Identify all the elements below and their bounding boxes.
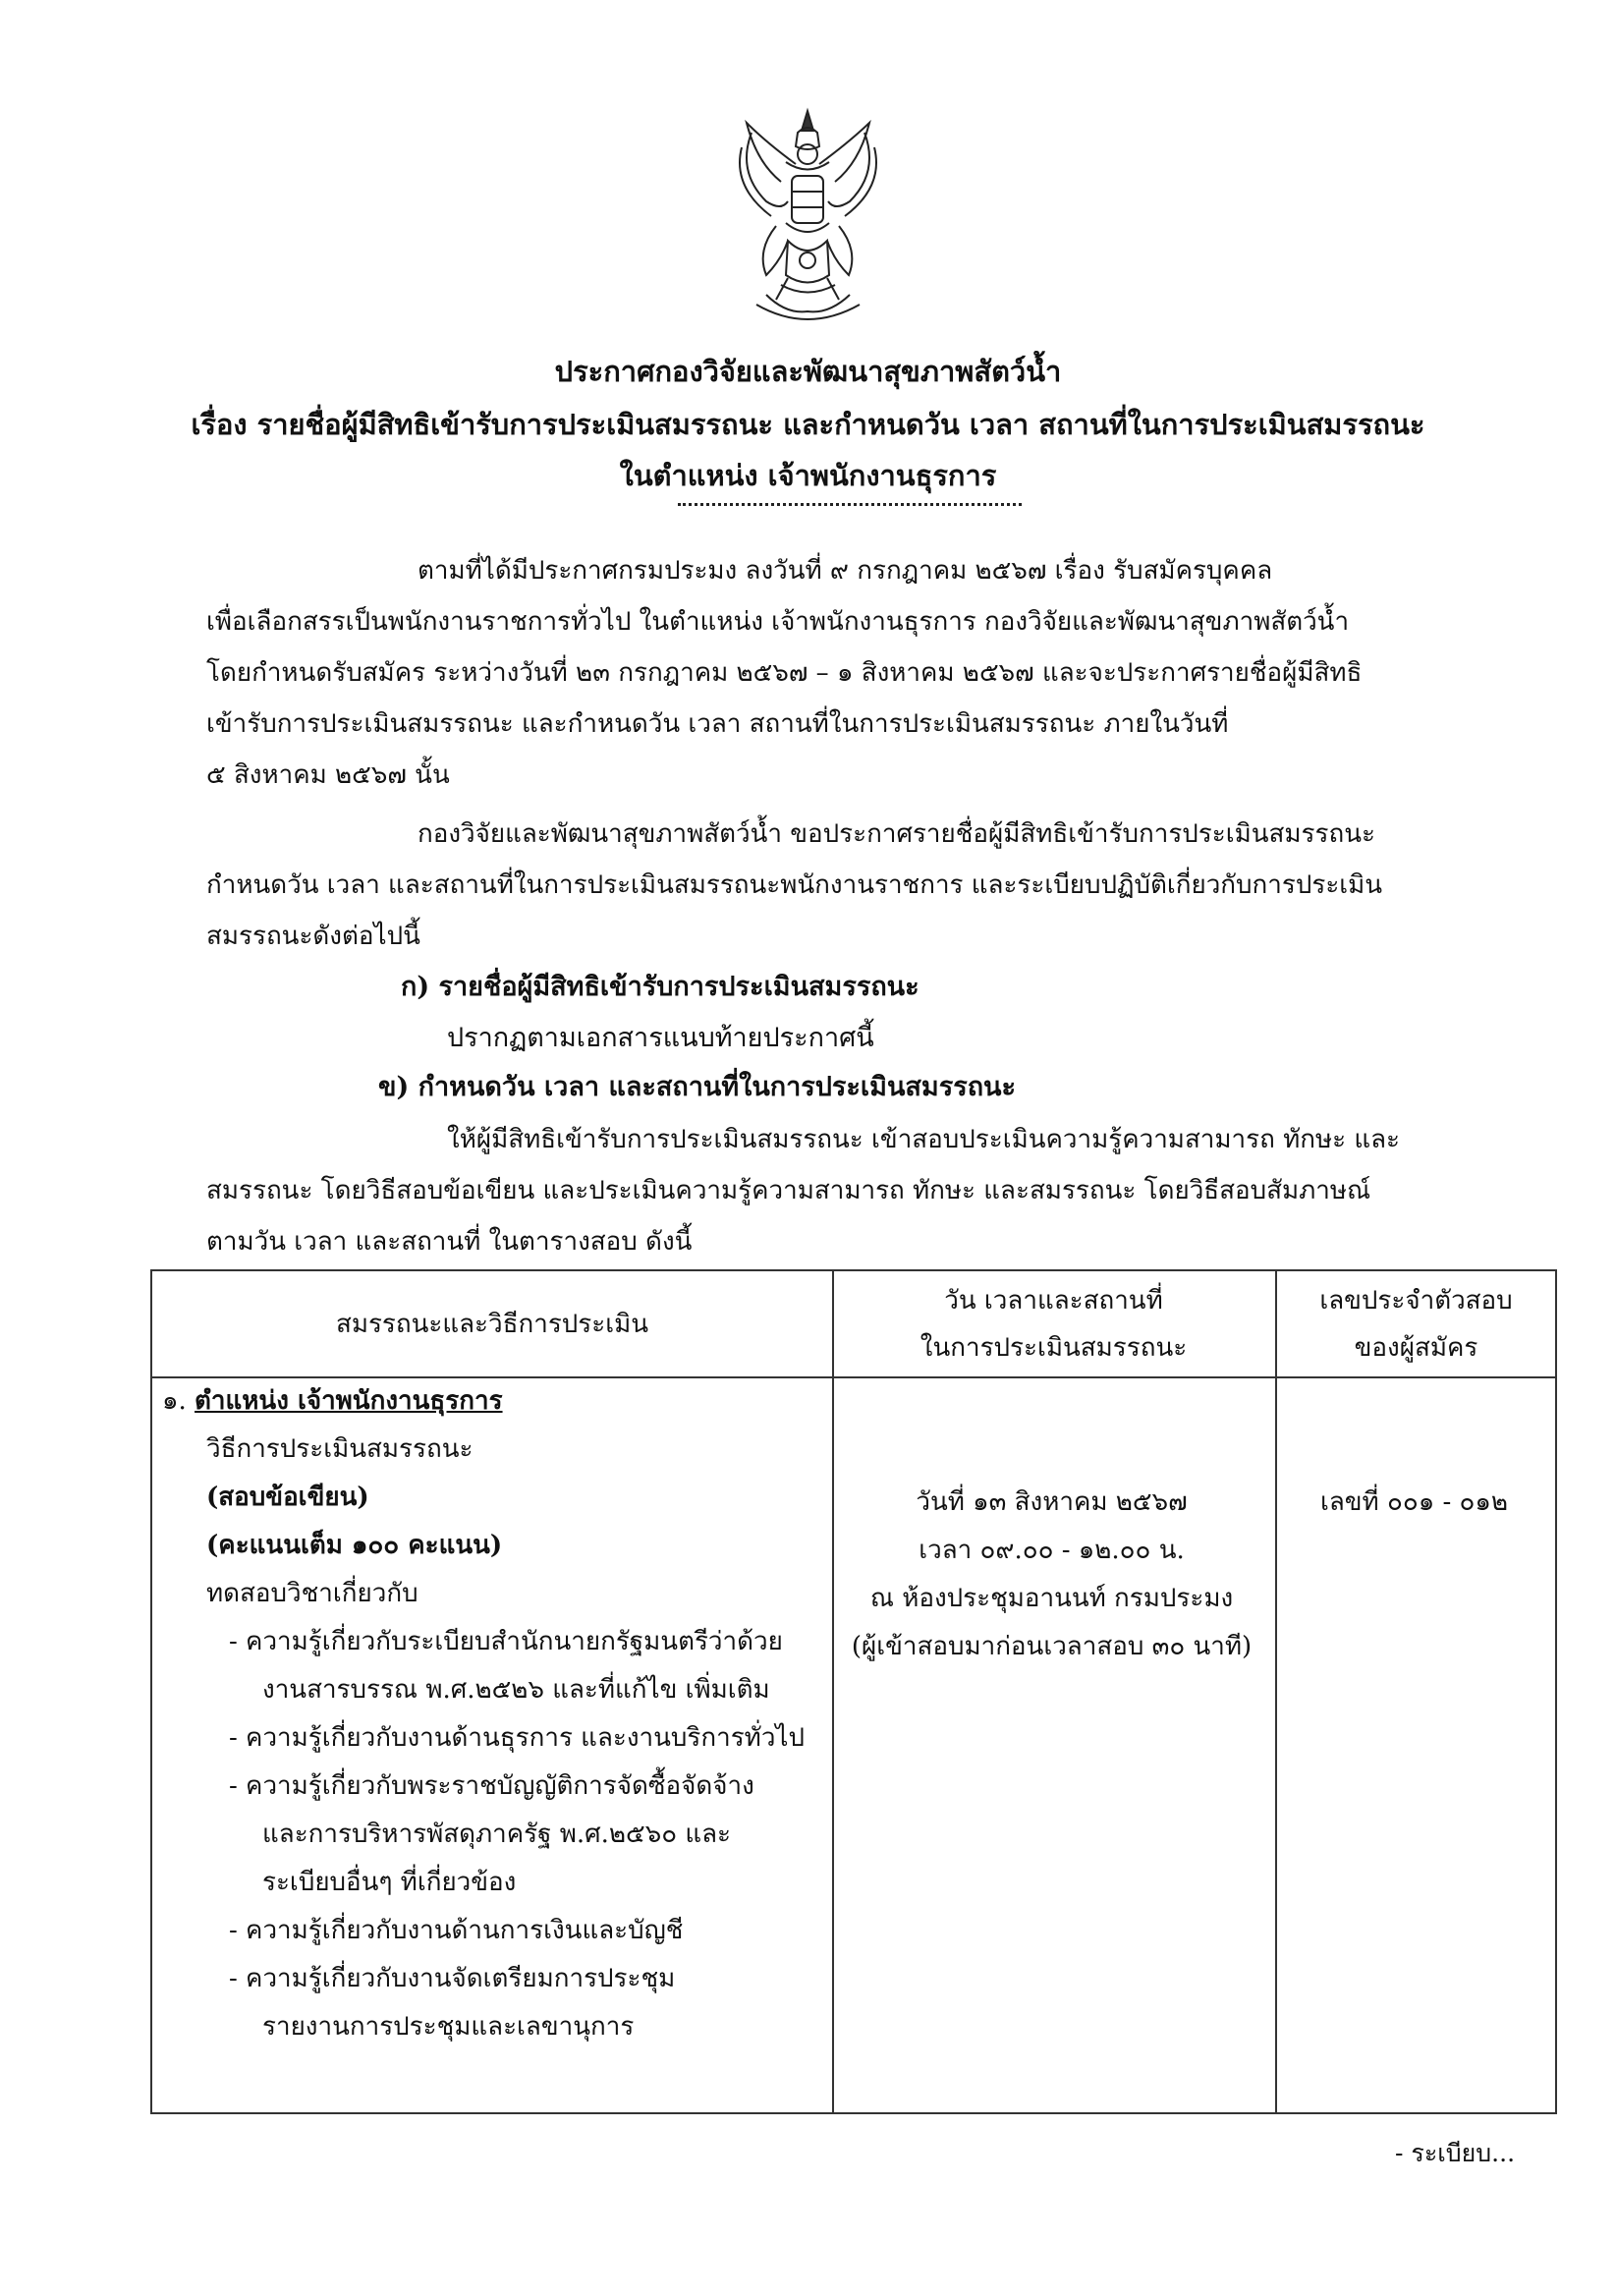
subject-item: ระเบียบอื่นๆ ที่เกี่ยวข้อง	[262, 1868, 517, 1897]
header-competency-method	[152, 1271, 832, 1376]
announce-paragraph	[206, 809, 1474, 962]
full-score: (คะแนนเต็ม ๑๐๐ คะแนน)	[206, 1531, 503, 1560]
announcement-subject: เรื่อง รายชื่อผู้มีสิทธิเข้ารับการประเมินสมรรถนะ และกำหนดวัน เวลา สถานที่ในการประเมินสมรรถนะ	[191, 408, 1425, 441]
announce-line: สมรรถนะดังต่อไปนี้	[206, 922, 420, 951]
header-exam-id	[1275, 1271, 1557, 1376]
subject-item: - ความรู้เกี่ยวกับพระราชบัญญัติการจัดซื้อจัดจ้าง	[229, 1771, 754, 1801]
column-divider	[1275, 1271, 1277, 2112]
announce-line: กองวิจัยและพัฒนาสุขภาพสัตว์น้ำ ขอประกาศรายชื่อผู้มีสิทธิเข้ารับการประเมินสมรรถนะ	[418, 819, 1375, 849]
intro-paragraph	[206, 545, 1474, 801]
section-b-heading: ข) กำหนดวัน เวลา และสถานที่ในการประเมินสมรรถนะ	[378, 1072, 1017, 1102]
position-title: ตำแหน่ง เจ้าพนักงานธุรการ	[195, 1386, 503, 1416]
header-text: ของผู้สมัคร	[1354, 1332, 1478, 1363]
column-divider	[832, 1271, 834, 2112]
subject-item: - ความรู้เกี่ยวกับงานด้านการเงินและบัญชี	[229, 1916, 684, 1945]
section-b-line: ให้ผู้มีสิทธิเข้ารับการประเมินสมรรถนะ เข้าสอบประเมินความรู้ความสามารถ ทักษะ และ	[447, 1125, 1401, 1154]
header-text: เลขประจำตัวสอบ	[1319, 1285, 1513, 1316]
continued-marker: - ระเบียบ...	[1395, 2139, 1516, 2167]
section-a-body: ปรากฏตามเอกสารแนบท้ายประกาศนี้	[447, 1023, 874, 1053]
header-text: สมรรถนะและวิธีการประเมิน	[335, 1309, 649, 1339]
section-b-line: สมรรถนะ โดยวิธีสอบข้อเขียน และประเมินความรู้ความสามารถ ทักษะ และสมรรถนะ โดยวิธีสอบสัมภาษณ์	[206, 1176, 1371, 1205]
section-b-line: ตามวัน เวลา และสถานที่ ในตารางสอบ ดังนี้	[206, 1227, 693, 1257]
exam-schedule-table	[150, 1269, 1557, 2114]
garuda-emblem-icon	[727, 103, 889, 329]
schedule-line: เวลา ๐๙.๐๐ - ๑๒.๐๐ น.	[919, 1536, 1185, 1565]
exam-id-range: เลขที่ ๐๐๑ - ๐๑๒	[1319, 1487, 1509, 1517]
exam-id-cell	[1273, 1479, 1555, 1527]
competency-cell	[162, 1377, 820, 2051]
announcement-title: ประกาศกองวิจัยและพัฒนาสุขภาพสัตว์น้ำ	[554, 355, 1062, 388]
schedule-cell	[830, 1479, 1273, 1671]
subject-item: - ความรู้เกี่ยวกับงานด้านธุรการ และงานบริการทั่วไป	[229, 1723, 806, 1753]
intro-line: ๕ สิงหาคม ๒๕๖๗ นั้น	[206, 760, 450, 790]
section-b-paragraph	[206, 1114, 1474, 1267]
header-text: ในการประเมินสมรรถนะ	[919, 1332, 1188, 1363]
schedule-line: (ผู้เข้าสอบมาก่อนเวลาสอบ ๓๐ นาที)	[851, 1632, 1253, 1661]
intro-line: โดยกำหนดรับสมัคร ระหว่างวันที่ ๒๓ กรกฎาคม ๒๕๖๗ – ๑ สิงหาคม ๒๕๖๗ และจะประกาศรายชื่อผู้มีสิทธิ	[206, 658, 1363, 688]
header-date-place	[832, 1271, 1275, 1376]
announcement-position: ในตำแหน่ง เจ้าพนักงานธุรการ	[619, 459, 997, 492]
subjects-intro: ทดสอบวิชาเกี่ยวกับ	[206, 1579, 418, 1608]
subject-item: - ความรู้เกี่ยวกับงานจัดเตรียมการประชุม	[229, 1964, 676, 1993]
subject-item: - ความรู้เกี่ยวกับระเบียบสำนักนายกรัฐมนตรีว่าด้วย	[229, 1627, 783, 1656]
subject-item: รายงานการประชุมและเลขานุการ	[262, 2012, 635, 2042]
intro-line: เพื่อเลือกสรรเป็นพนักงานราชการทั่วไป ในตำแหน่ง เจ้าพนักงานธุรการ กองวิจัยและพัฒนาสุขภาพสัตว์น้ำ	[206, 607, 1350, 637]
announce-line: กำหนดวัน เวลา และสถานที่ในการประเมินสมรรถนะพนักงานราชการ และระเบียบปฏิบัติเกี่ยวกับการประเมิน	[206, 870, 1383, 900]
exam-type: (สอบข้อเขียน)	[206, 1483, 369, 1512]
intro-line: เข้ารับการประเมินสมรรถนะ และกำหนดวัน เวลา สถานที่ในการประเมินสมรรถนะ ภายในวันที่	[206, 709, 1229, 739]
schedule-line: วันที่ ๑๓ สิงหาคม ๒๕๖๗	[916, 1487, 1188, 1517]
subject-item: และการบริหารพัสดุภาครัฐ พ.ศ.๒๕๖๐ และ	[262, 1820, 732, 1849]
row-number: ๑.	[162, 1386, 187, 1416]
subject-item: งานสารบรรณ พ.ศ.๒๕๒๖ และที่แก้ไข เพิ่มเติม	[262, 1675, 770, 1705]
section-a-heading: ก) รายชื่อผู้มีสิทธิเข้ารับการประเมินสมรรถนะ	[401, 972, 919, 1002]
intro-line: ตามที่ได้มีประกาศกรมประมง ลงวันที่ ๙ กรกฎาคม ๒๕๖๗ เรื่อง รับสมัครบุคคล	[418, 556, 1273, 586]
dotted-divider	[678, 499, 1022, 506]
header-text: วัน เวลาและสถานที่	[944, 1285, 1163, 1316]
schedule-line: ณ ห้องประชุมอานนท์ กรมประมง	[869, 1584, 1234, 1613]
position-line	[162, 1377, 820, 1426]
method-label: วิธีการประเมินสมรรถนะ	[206, 1434, 474, 1464]
